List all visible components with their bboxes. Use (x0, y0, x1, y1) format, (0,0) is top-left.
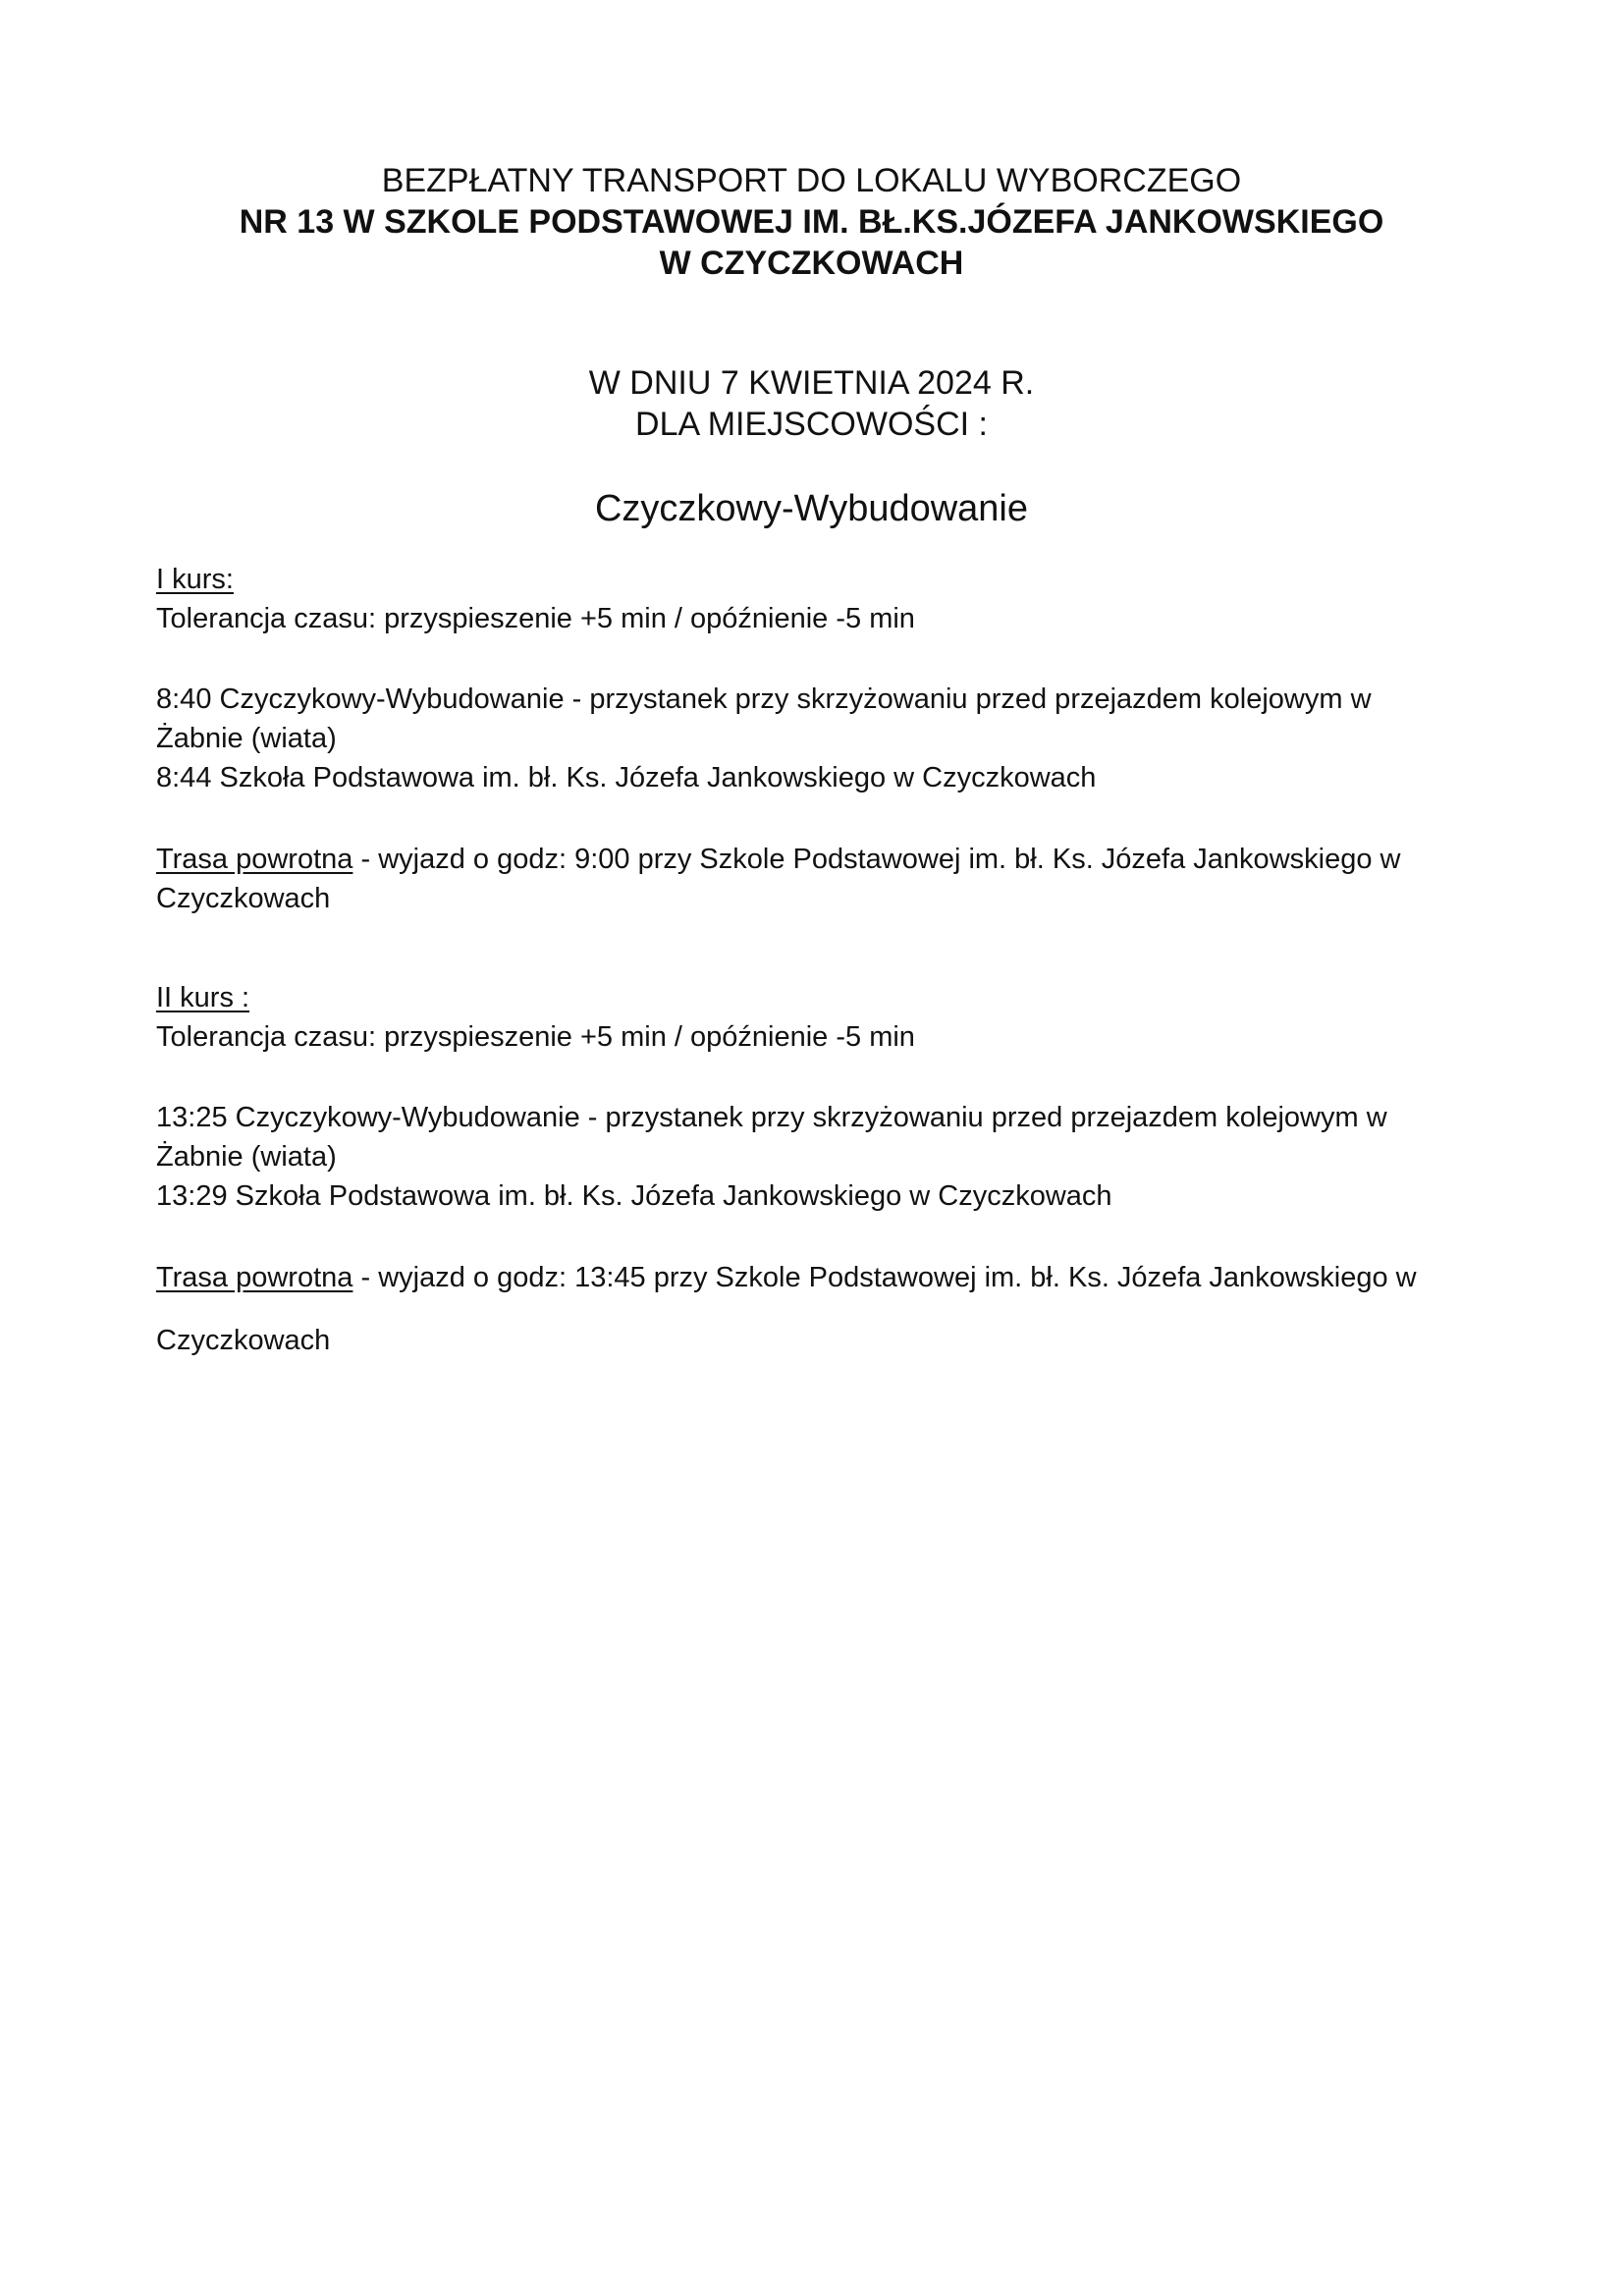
course-2-return-text-2: Czyczkowach (156, 1325, 331, 1356)
town-block (0, 486, 1623, 531)
course-1-stops (156, 680, 1472, 797)
course-2-stop-2: 13:29 Szkoła Podstawowa im. bł. Ks. Józefa Jankowskiego w Czyczkowach (156, 1180, 1112, 1212)
course-2-stop-1-line-1: 13:25 Czyczykowy-Wybudowanie - przystanek przy skrzyżowaniu przed przejazdem kolejowym w (156, 1102, 1387, 1133)
document-header (0, 160, 1623, 284)
date-line: W DNIU 7 KWIETNIA 2024 R. (588, 364, 1035, 402)
header-line-1: BEZPŁATNY TRANSPORT DO LOKALU WYBORCZEGO (381, 162, 1242, 199)
course-1-stop-1-line-2: Żabnie (wiata) (156, 723, 337, 754)
course-1-return-text-2: Czyczkowach (156, 883, 331, 914)
course-2-title: II kurs : (156, 982, 250, 1013)
date-block (0, 362, 1623, 445)
course-1-return (156, 840, 1472, 918)
course-2-return (156, 1258, 1472, 1297)
town-name: Czyczkowy-Wybudowanie (594, 488, 1029, 529)
course-2-return-text: - wyjazd o godz: 13:45 przy Szkole Podstawowej im. bł. Ks. Józefa Jankowskiego w (352, 1262, 1417, 1293)
header-line-3: W CZYCZKOWACH (659, 245, 964, 282)
course-2-tolerance: Tolerancja czasu: przyspieszenie +5 min / opóźnienie -5 min (156, 1021, 915, 1053)
course-1-stop-1-line-1: 8:40 Czyczykowy-Wybudowanie - przystanek przy skrzyżowaniu przed przejazdem kolejowym w (156, 683, 1372, 715)
course-2-section (156, 978, 1472, 1057)
course-1-title: I kurs: (156, 564, 234, 595)
course-2-stop-1-line-2: Żabnie (wiata) (156, 1141, 337, 1173)
header-line-2: NR 13 W SZKOLE PODSTAWOWEJ IM. BŁ.KS.JÓZEFA JANKOWSKIEGO (239, 203, 1384, 241)
course-1-return-text: - wyjazd o godz: 9:00 przy Szkole Podstawowej im. bł. Ks. Józefa Jankowskiego w (352, 844, 1401, 875)
course-2-return-cont (156, 1321, 1472, 1360)
course-1-return-label: Trasa powrotna (156, 844, 353, 875)
course-1-stop-2: 8:44 Szkoła Podstawowa im. bł. Ks. Józefa Jankowskiego w Czyczkowach (156, 762, 1097, 793)
places-line: DLA MIEJSCOWOŚCI : (635, 406, 988, 443)
course-1-section (156, 560, 1472, 638)
course-2-stops (156, 1098, 1472, 1216)
course-1-tolerance: Tolerancja czasu: przyspieszenie +5 min / opóźnienie -5 min (156, 603, 915, 634)
course-2-return-label: Trasa powrotna (156, 1262, 353, 1293)
